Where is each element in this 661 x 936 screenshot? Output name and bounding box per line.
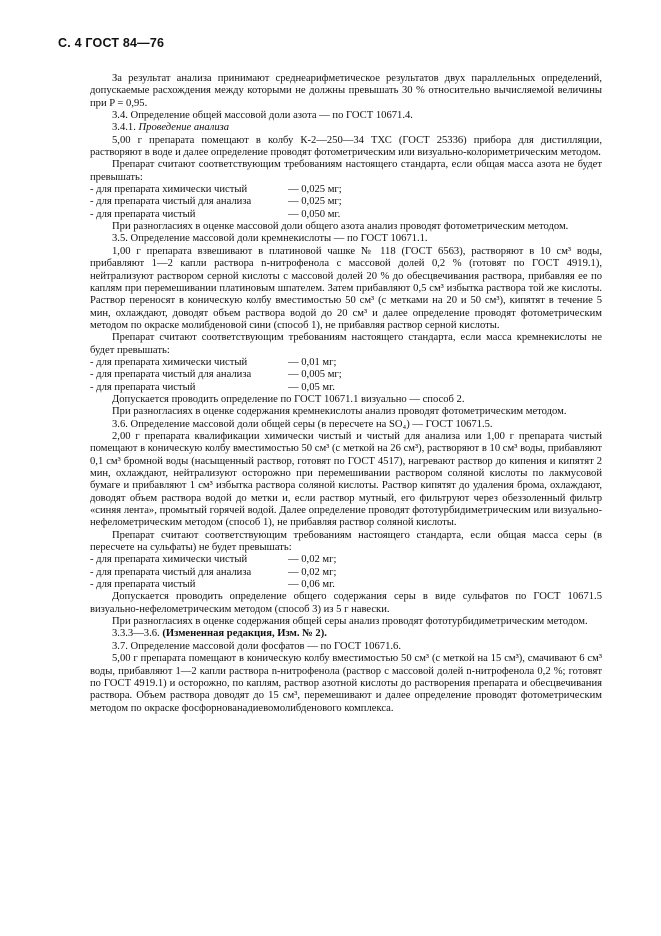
amendment-note <box>90 628 602 640</box>
list-item: - для препарата чистый для анализа — 0,005 мг; <box>90 369 342 381</box>
paragraph-phosphate-procedure: 5,00 г препарата помещают в коническую колбу вместимостью 50 см³ (с меткой на 15 см³), смачивают 6 см³ воды, прибавляют 1—2 капли раствора n-нитрофенола (раствор с массовой долей n-нитрофенола 0,2 %; готовят по ГОСТ 4919.1) и осторожно, по каплям, раствор азотной кислоты до растворения препарата и обесцвечивания раствора. Объем раствора доводят до 15 см³, перемешивают и далее определение проводят фотометрическим методом по окраске фосфорнованадиевомолибденового комплекса. <box>90 653 602 714</box>
section-3-4-1-heading <box>90 122 602 134</box>
list-item: - для препарата чистый — 0,050 мг. <box>90 208 341 220</box>
section-3-5-heading: 3.5. Определение массовой доли кремнекислоты — по ГОСТ 10671.1. <box>112 233 428 245</box>
paragraph-nitrogen-requirement: Препарат считают соответствующим требованиям настоящего стандарта, если общая масса азота не будет превышать: <box>90 159 602 183</box>
section-number: 3.4.1. <box>112 122 136 134</box>
paragraph-silicic-visual: Допускается проводить определение по ГОСТ 10671.1 визуально — способ 2. <box>112 393 465 405</box>
section-3-6-heading: 3.6. Определение массовой доли общей серы (в пересчете на SO₄) — ГОСТ 10671.5. <box>112 418 493 430</box>
silicic-limits-list <box>90 357 602 394</box>
section-3-7-heading: 3.7. Определение массовой доли фосфатов — по ГОСТ 10671.6. <box>112 640 401 652</box>
paragraph-nitrogen-dispute: При разногласиях в оценке массовой доли общего азота анализ проводят фотометрическим методом. <box>112 221 569 233</box>
section-title: Проведение анализа <box>138 122 230 134</box>
list-item: - для препарата химически чистый — 0,02 мг; <box>90 554 337 566</box>
page-header: С. 4 ГОСТ 84—76 <box>58 36 165 50</box>
sulfur-limits-list <box>90 554 602 591</box>
amendment-range: 3.3.3—3.6. <box>112 628 160 640</box>
amendment-label: (Измененная редакция, Изм. № 2). <box>162 628 327 640</box>
list-item: - для препарата чистый — 0,05 мг. <box>90 381 335 393</box>
list-item: - для препарата химически чистый — 0,01 мг; <box>90 356 337 368</box>
paragraph-nitrogen-procedure: 5,00 г препарата помещают в колбу К-2—250—34 ТХС (ГОСТ 25336) прибора для дистилляции, растворяют в воде и далее определение проводят фотометрическим или визуально-колориметрическим методом. <box>90 134 602 159</box>
paragraph-silicic-procedure: 1,00 г препарата взвешивают в платиновой чашке № 118 (ГОСТ 6563), растворяют в 10 см³ воды, прибавляют 1—2 капли раствора n-нитрофенола с массовой долей 0,2 % (готовят по ГОСТ 4919.1), нейтрализуют раствором серной кислоты с массовой долей 20 % до обесцвечивания раствора, прибавляя ее по каплям при перемешивании платиновым шпателем. Затем прибавляют 0,5 см³ избытка раствора той же кислоты. Раствор переносят в коническую колбу вместимостью 50 см³ (с метками на 20 и 50 см³), кипятят в течение 5 мин, охлаждают, доводят объем раствора водой до 20 см³ и далее определение проводят фотометрическим методом по окраске молибденовой сини (способ 1), не прибавляя раствор серной кислоты. <box>90 245 602 331</box>
document-body <box>90 73 602 715</box>
section-3-4-heading: 3.4. Определение общей массовой доли азота — по ГОСТ 10671.4. <box>112 110 413 122</box>
paragraph-silicic-requirement: Препарат считают соответствующим требованиям настоящего стандарта, если масса кремнекислоты не будет превышать: <box>90 332 602 356</box>
nitrogen-limits-list <box>90 184 602 221</box>
paragraph-result: За результат анализа принимают среднеарифметическое результатов двух параллельных определений, допускаемые расхождения между которыми не должны превышать 30 % относительно вычисляемой величины при P = 0,95. <box>90 73 602 109</box>
paragraph-sulfur-requirement: Препарат считают соответствующим требованиям настоящего стандарта, если общая масса серы (в пересчете на сульфаты) не будет превышать: <box>90 529 602 554</box>
list-item: - для препарата чистый для анализа — 0,025 мг; <box>90 196 342 208</box>
list-item: - для препарата чистый для анализа — 0,02 мг; <box>90 566 337 578</box>
list-item: - для препарата чистый — 0,06 мг. <box>90 579 335 591</box>
paragraph-sulfur-visual: Допускается проводить определение общего содержания серы в виде сульфатов по ГОСТ 10671.5 визуально-нефелометрическим методом (способ 3) из 5 г навески. <box>90 591 602 615</box>
list-item: - для препарата химически чистый — 0,025 мг; <box>90 184 342 196</box>
paragraph-sulfur-dispute: При разногласиях в оценке содержания общей серы анализ проводят фототурбидиметрическим методом. <box>112 616 588 628</box>
paragraph-silicic-dispute: При разногласиях в оценке содержания кремнекислоты анализ проводят фотометрическим методом. <box>112 406 567 418</box>
paragraph-sulfur-procedure: 2,00 г препарата квалификации химически чистый и чистый для анализа или 1,00 г препарата чистый помещают в коническую колбу вместимостью 50 см³ (с меткой на 26 см³), растворяют в 10 см³ воды, прибавляют 0,1 см³ бромной воды (насыщенный раствор, готовят по ГОСТ 4517), нагревают раствор до кипения и кипятят 2 мин, охлаждают, нейтрализуют осторожно при перемешивании раствором соляной кислоты по лакмусовой бумаге и прибавляют 1 см³ избытка раствора соляной кислоты. Раствор кипятят до удаления брома, охлаждают, доводят объем раствора водой до метки и, если раствор мутный, его фильтруют через обеззоленный фильтр «синяя лента», промытый горячей водой. Далее определение проводят фототурбидиметрическим или визуально-нефелометрическим методом (способ 1), не прибавляя раствор соляной кислоты. <box>90 430 602 529</box>
